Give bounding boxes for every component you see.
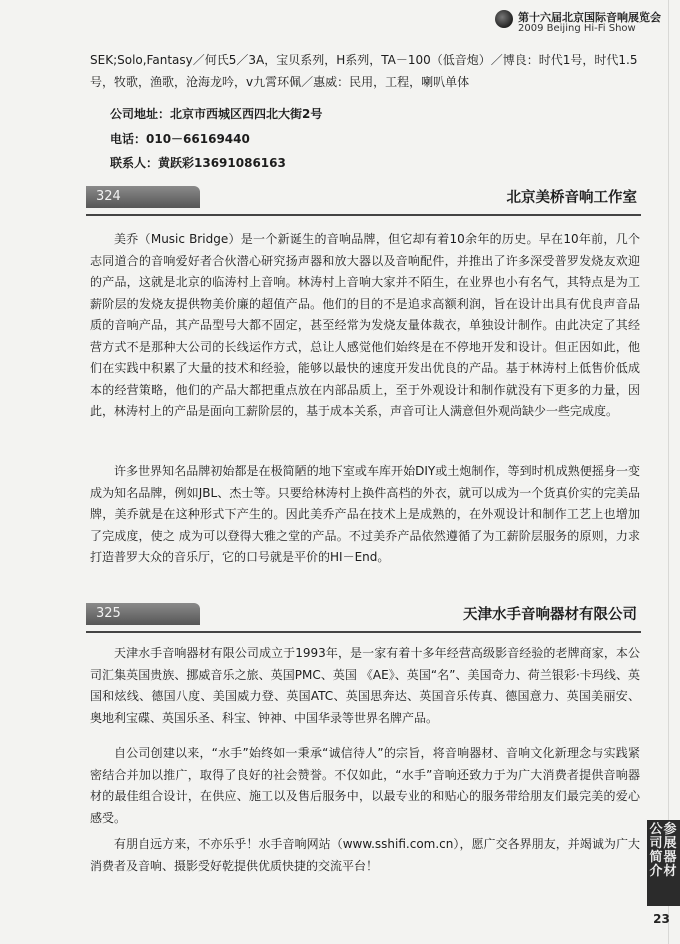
section-number: 325 xyxy=(86,603,200,625)
intro-line-1: SEK;Solo,Fantasy／何氏5／3A，宝贝系列，H系列，TA－100（低音炮）／博良：时代1号，时代1.5 xyxy=(90,53,638,67)
section-title: 天津水手音响器材有限公司 xyxy=(463,607,637,623)
side-tab-label-2: 公司简介 xyxy=(649,822,663,879)
section-324-paragraph-1: 美乔（Music Bridge）是一个新诞生的音响品牌，但它却有着10余年的历史。早在10年前，几个志同道合的音响爱好者合伙潜心研究扬声器和放大器以及音响配件，并推出了许多深受普罗发烧友欢迎的产品，这就是北京的临涛村上音响。林涛村上音响大家并不陌生，在业界也小有名气，其特点是为工薪阶层的发烧友提供物美价廉的超值产品。他们的目的不是追求高额利润，旨在设计出具有优良声音品质的音响产品，其产品型号大都不固定，甚至经常为发烧友量体裁衣，单独设计制作。由此决定了其经营方式不是那种大公司的长线运作方式，总让人感觉他们始终是在不停地开发和设计。但正因如此，他们在实践中积累了大量的技术和经验，能够以最快的速度开发出优良的产品。基于林涛村上低售价低成本的经营策略，他们的产品大都把重点放在内部品质上，至于外观设计和制作就没有下更多的力量，因此，林涛村上的产品是面向工薪阶层的，基于成本关系，声音可让人满意但外观尚缺少一些完成度。 xyxy=(90,232,640,418)
section-325-paragraph-1: 天津水手音响器材有限公司成立于1993年，是一家有着十多年经营高级影音经验的老牌商家，本公司汇集英国贵族、挪威音乐之旅、英国PMC、英国 《AE》、英国“名”、美国奇力、荷兰银彩·卡玛线、英国和炫线、德国八度、美国威力登、英国ATC、英国思奔达、英国音乐传真、德国意力、英国美丽安、奥地利宝碟、英国乐圣、科宝、钟神、中国华录等世界名牌产品。 xyxy=(90,646,640,725)
page-number: 23 xyxy=(653,912,670,926)
section-325-paragraph-2: 自公司创建以来，“水手”始终如一秉承“诚信待人”的宗旨，将音响器材、音响文化新理念与实践紧密结合并加以推广，取得了良好的社会赞誉。不仅如此，“水手”音响还致力于为广大消费者提供音响器材的最佳组合设计，在供应、施工以及售后服务中，以最专业的和贴心的服务带给朋友们最完美的爱心感受。 xyxy=(90,746,640,825)
contact-person: 联系人：黄跃彩13691086163 xyxy=(110,156,286,170)
section-title: 北京美桥音响工作室 xyxy=(506,190,637,206)
intro-line-2: 号，牧歌，渔歌，沧海龙吟，v九霄环佩／惠威：民用，工程，喇叭单体 xyxy=(90,74,470,89)
section-324-paragraph-2: 许多世界知名品牌初始都是在极简陋的地下室或车库开始DIY或土炮制作，等到时机成熟便摇身一变成为知名品牌，例如JBL、杰士等。只要给林涛村上换件高档的外衣，就可以成为一个货真价实的完美品牌，美乔就是在这种形式下产生的。因此美乔产品在技术上是成熟的，在外观设计和制作工艺上也增加了完成度，使之 成为可以登得大雅之堂的产品。不过美乔产品依然遵循了为工薪阶层服务的原则，力求打造普罗大众的音乐厅，它的口号就是平价的HI－End。 xyxy=(90,464,640,564)
intro-paragraph xyxy=(90,50,645,93)
header-title-en: 2009 Beijing Hi-Fi Show xyxy=(518,23,636,34)
side-category-tab xyxy=(647,820,680,906)
section-324-header xyxy=(86,184,641,216)
section-325-paragraph-3: 有朋自远方来，不亦乐乎！水手音响网站（www.sshifi.com.cn），愿广交各界朋友，并竭诚为广大消费者及音响、摄影受好乾提供优质快捷的交流平台！ xyxy=(90,837,640,873)
company-address: 公司地址：北京市西城区西四北大街2号 xyxy=(110,107,323,121)
section-number: 324 xyxy=(86,186,200,208)
show-logo-icon xyxy=(495,10,513,28)
side-tab-label-1: 参展器材 xyxy=(663,822,677,879)
header-title-cn: 第十六届北京国际音响展览会 xyxy=(518,11,661,24)
company-phone: 电话：010－66169440 xyxy=(110,132,250,146)
section-325-header xyxy=(86,601,641,633)
page-edge-shadow xyxy=(668,0,669,944)
